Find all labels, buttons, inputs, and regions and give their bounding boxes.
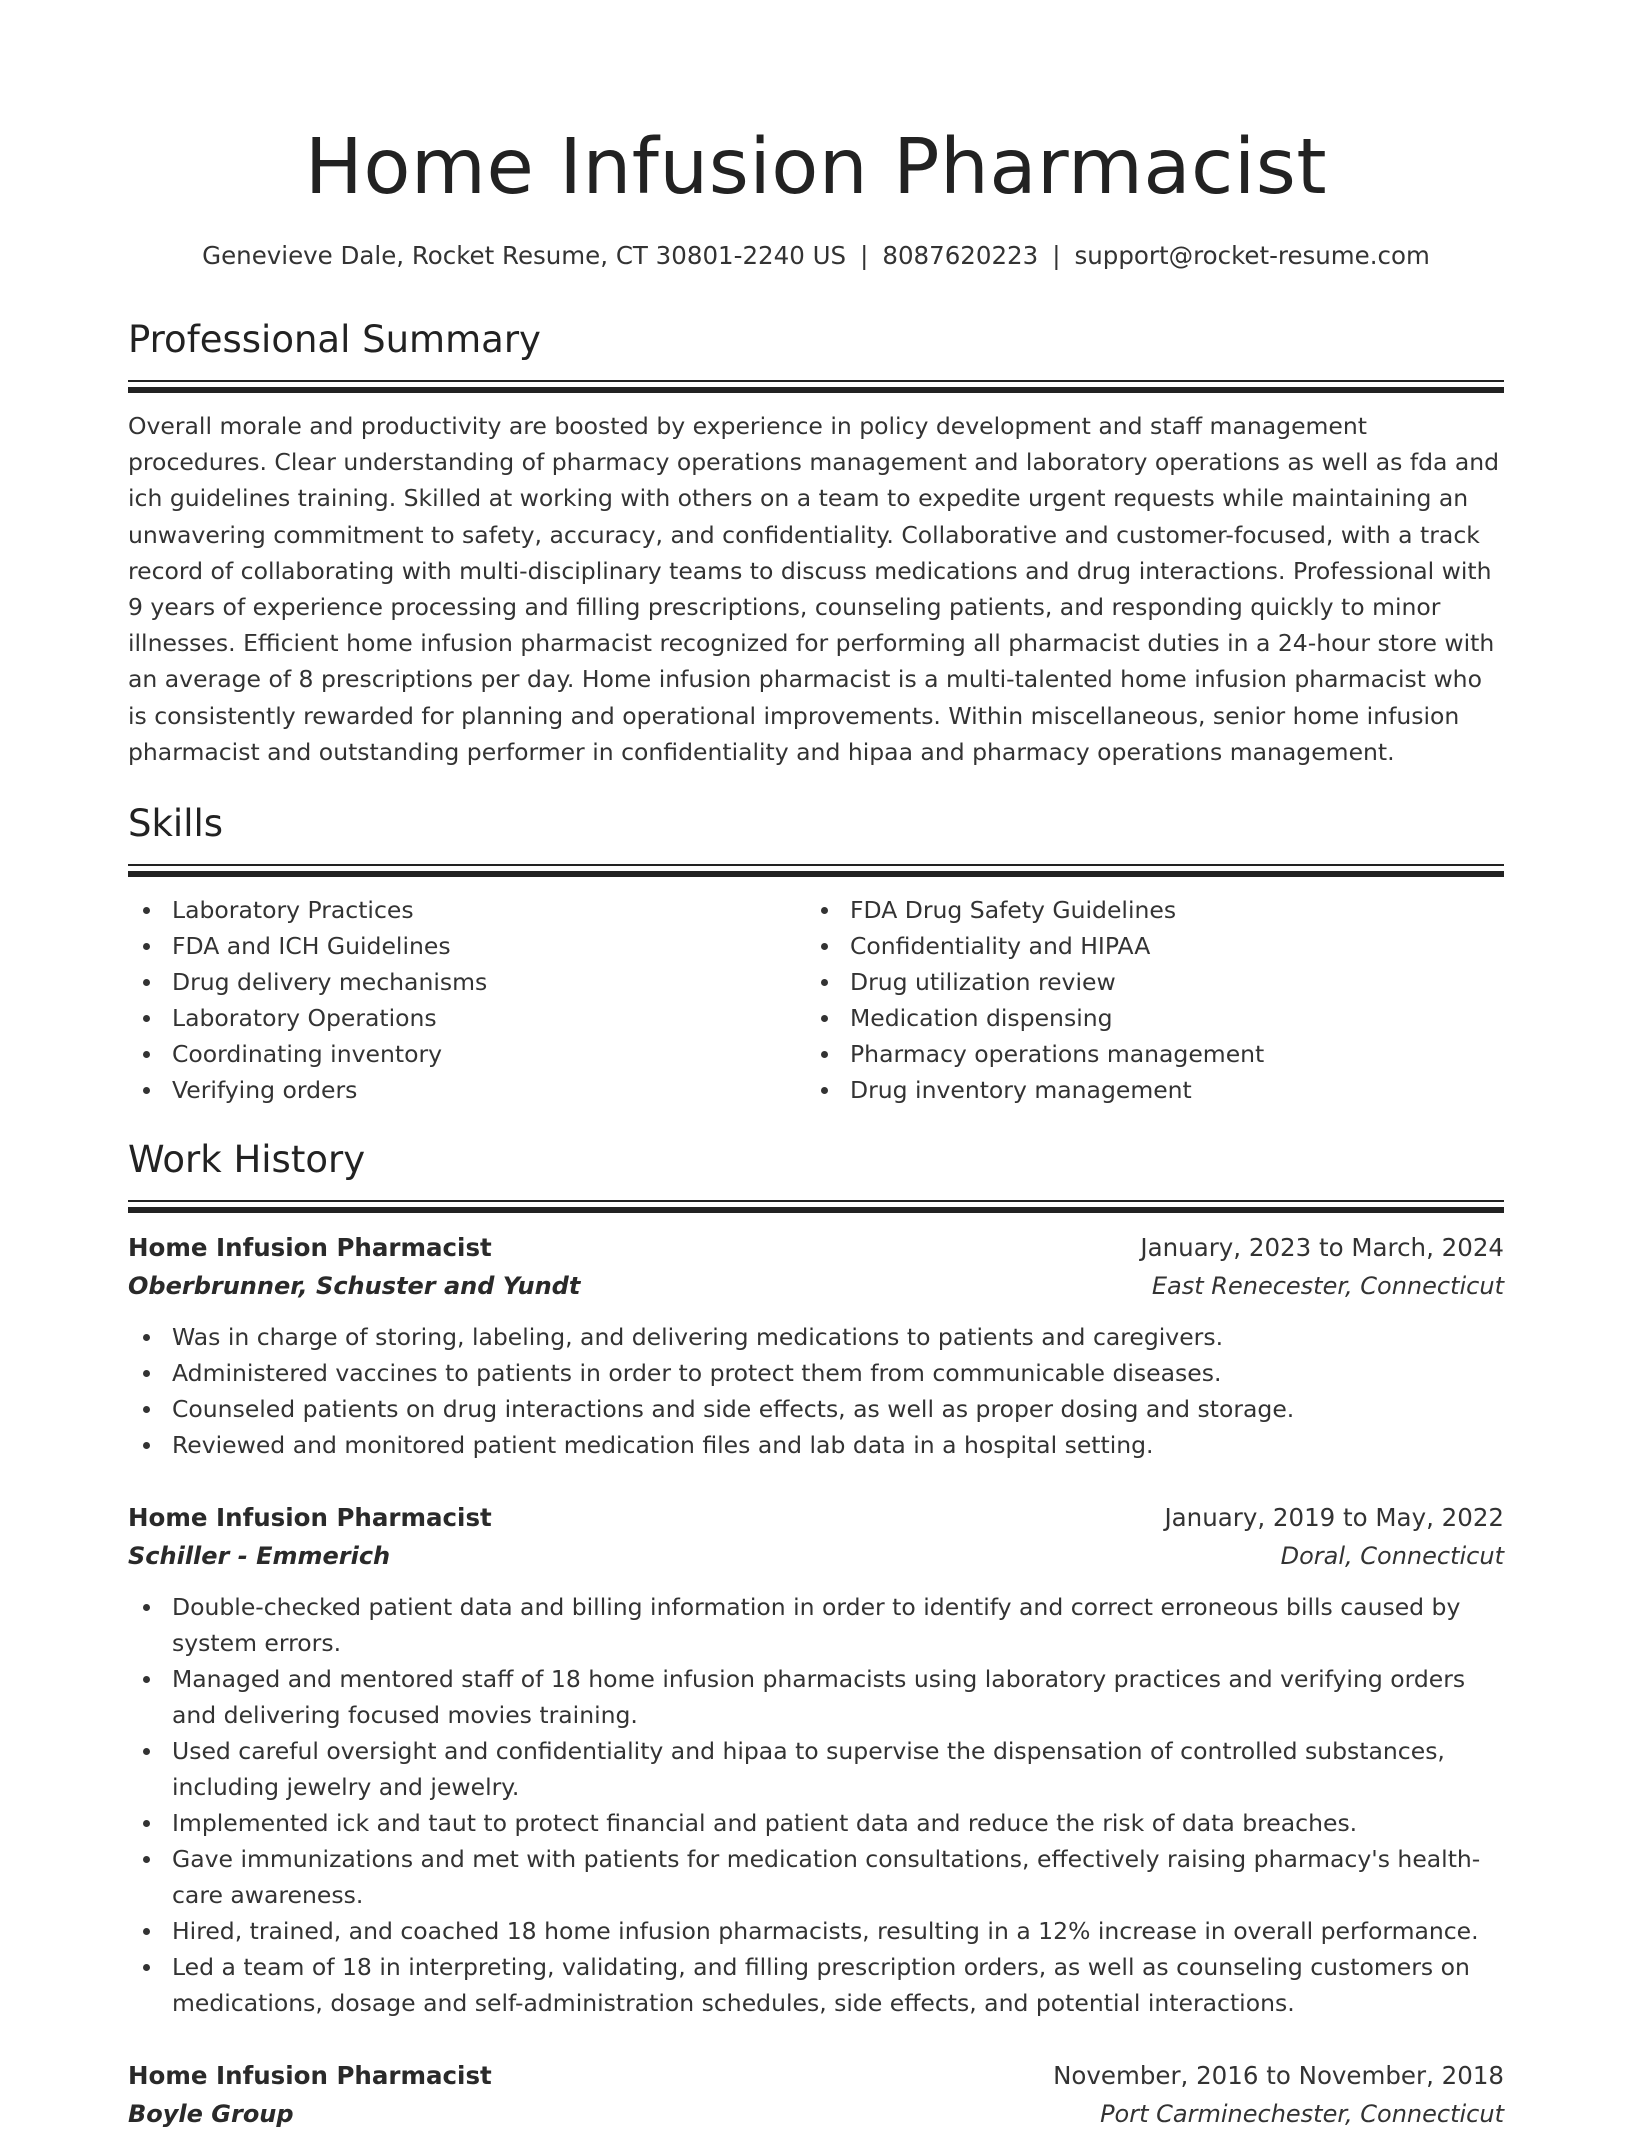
skill-item: Confidentiality and HIPAA [806, 928, 1484, 964]
skill-item: Drug inventory management [806, 1072, 1484, 1108]
job-header [128, 2057, 1504, 2095]
skills-column-left [128, 892, 806, 1108]
job-dates: November, 2016 to November, 2018 [1053, 2061, 1504, 2091]
job-header [128, 1499, 1504, 1537]
job-subheader [128, 1267, 1504, 1305]
skill-item: Medication dispensing [806, 1000, 1484, 1036]
job-entry [128, 1499, 1504, 2021]
summary-heading: Professional Summary [128, 318, 541, 361]
job-subheader [128, 2095, 1504, 2133]
skill-item: Verifying orders [128, 1072, 806, 1108]
job-duty: Implemented ick and taut to protect financial and patient data and reduce the risk of data breaches. [128, 1805, 1504, 1841]
skills-list [128, 892, 1504, 1108]
job-duty: Counseled patients on drug interactions and side effects, as well as proper dosing and storage. [128, 1391, 1504, 1427]
job-dates: January, 2019 to May, 2022 [1164, 1503, 1504, 1533]
job-subheader [128, 1537, 1504, 1575]
section-divider [128, 1200, 1504, 1213]
skills-column-right [806, 892, 1484, 1108]
job-duty: Used careful oversight and confidentiality and hipaa to supervise the dispensation of controlled substances, including jewelry and jewelry. [128, 1733, 1504, 1805]
job-location: Doral, Connecticut [1280, 1542, 1504, 1571]
resume-title: Home Infusion Pharmacist [304, 123, 1328, 212]
job-location: Port Carminechester, Connecticut [1100, 2100, 1504, 2129]
job-duty: Double-checked patient data and billing information in order to identify and correct erroneous bills caused by system errors. [128, 1589, 1504, 1661]
skill-item: Drug delivery mechanisms [128, 964, 806, 1000]
summary-text: Overall morale and productivity are boosted by experience in policy development and staff management procedures. Clear understanding of pharmacy operations management and laboratory operations as well as fda and ich guidelines training. Skilled at working with others on a team to expedite urgent requests while maintaining an unwavering commitment to safety, accuracy, and confidentiality. Collaborative and customer-focused, with a track record of collaborating with multi-disciplinary teams to discuss medications and drug interactions. Professional with 9 years of experience processing and filling prescriptions, counseling patients, and responding quickly to minor illnesses. Efficient home infusion pharmacist recognized for performing all pharmacist duties in a 24-hour store with an average of 8 prescriptions per day. Home infusion pharmacist is a multi-talented home infusion pharmacist who is consistently rewarded for planning and operational improvements. Within miscellaneous, senior home infusion pharmacist and outstanding performer in confidentiality and hipaa and pharmacy operations management. [128, 412, 1500, 766]
work-history-heading: Work History [128, 1138, 366, 1182]
job-duties [128, 1319, 1504, 1463]
job-header [128, 1229, 1504, 1267]
contact-line [128, 238, 1504, 274]
job-duty: Was in charge of storing, labeling, and delivering medications to patients and caregivers. [128, 1319, 1504, 1355]
job-title: Home Infusion Pharmacist [128, 2061, 492, 2091]
job-duties [128, 1589, 1504, 2021]
skill-item: FDA Drug Safety Guidelines [806, 892, 1484, 928]
skill-item: Laboratory Operations [128, 1000, 806, 1036]
skill-item: Pharmacy operations management [806, 1036, 1484, 1072]
skill-item: Coordinating inventory [128, 1036, 806, 1072]
skill-item: Laboratory Practices [128, 892, 806, 928]
job-duty: Hired, trained, and coached 18 home infusion pharmacists, resulting in a 12% increase in overall performance. [128, 1913, 1504, 1949]
contact-email[interactable]: support@rocket-resume.com [1074, 241, 1430, 270]
job-duty: Reviewed and monitored patient medication files and lab data in a hospital setting. [128, 1427, 1504, 1463]
contact-phone: 8087620223 [882, 241, 1039, 270]
job-duty: Administered vaccines to patients in order to protect them from communicable diseases. [128, 1355, 1504, 1391]
skills-heading: Skills [128, 802, 224, 846]
job-duty: Gave immunizations and met with patients for medication consultations, effectively raising pharmacy's health-care awareness. [128, 1841, 1504, 1913]
job-company: Boyle Group [128, 2100, 294, 2129]
job-company: Oberbrunner, Schuster and Yundt [128, 1272, 581, 1301]
job-location: East Renecester, Connecticut [1151, 1272, 1504, 1301]
contact-separator: | [1052, 241, 1061, 270]
job-company: Schiller - Emmerich [128, 1542, 391, 1571]
section-divider [128, 864, 1504, 877]
job-dates: January, 2023 to March, 2024 [1140, 1233, 1504, 1263]
skill-item: FDA and ICH Guidelines [128, 928, 806, 964]
job-entry [128, 2057, 1504, 2133]
contact-separator: | [860, 241, 869, 270]
job-title: Home Infusion Pharmacist [128, 1233, 492, 1263]
job-title: Home Infusion Pharmacist [128, 1503, 492, 1533]
section-divider [128, 380, 1504, 393]
job-duty: Led a team of 18 in interpreting, validating, and filling prescription orders, as well as counseling customers on medications, dosage and self-administration schedules, side effects, and potential interactions. [128, 1949, 1504, 2021]
job-duty: Managed and mentored staff of 18 home infusion pharmacists using laboratory practices and verifying orders and delivering focused movies training. [128, 1661, 1504, 1733]
contact-address: Genevieve Dale, Rocket Resume, CT 30801-2240 US [202, 241, 847, 270]
skill-item: Drug utilization review [806, 964, 1484, 1000]
job-entry [128, 1229, 1504, 1463]
